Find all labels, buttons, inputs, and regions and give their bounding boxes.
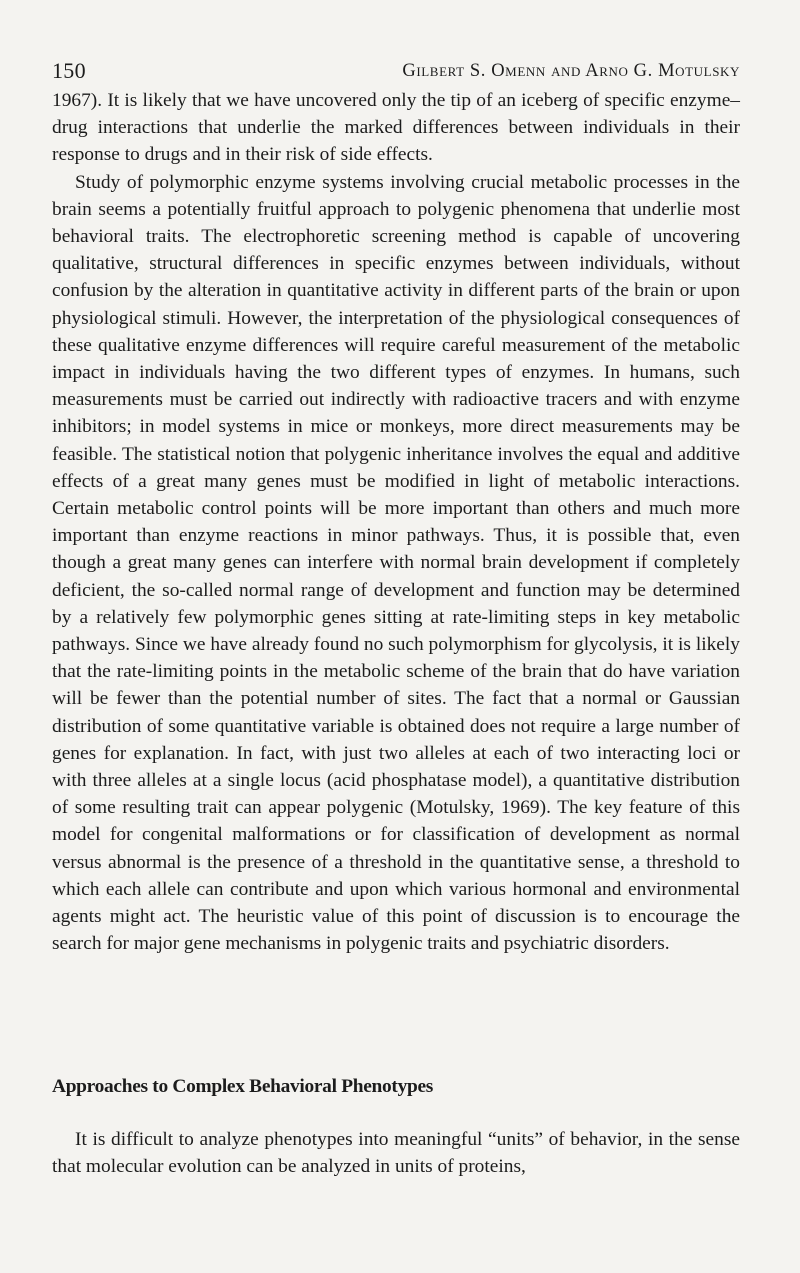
body-text [52,87,740,958]
paragraph-continued: 1967). It is likely that we have uncovered only the tip of an iceberg of specific enzyme–drug interactions that underlie the marked differences between individuals in their response to drugs and in their risk of side effects. [52,90,740,166]
section-paragraph: It is difficult to analyze phenotypes into meaningful “units” of behavior, in the sense that molecular evolution can be analyzed in units of proteins, [52,1129,740,1178]
page-number: 150 [52,58,86,83]
paragraph-polymorphic-enzymes: Study of polymorphic enzyme systems involving crucial metabolic processes in the brain seems a potentially fruitful approach to polygenic phenomena that underlie most behavioral traits. The electrophoretic screening method is capable of uncovering qualitative, structural differences in specific enzymes between individuals, without confusion by the alteration in quantitative activity in different parts of the brain or upon physiological stimuli. However, the interpretation of the physiological consequences of these qualitative enzyme differences will require careful measurement of the metabolic impact in individuals having the two different types of enzymes. In humans, such measurements must be carried out indirectly with radioactive tracers and with enzyme inhibitors; in model systems in mice or monkeys, more direct measurements may be feasible. The statistical notion that polygenic inheritance involves the equal and additive effects of a great many genes must be modified in light of metabolic interactions. Certain metabolic control points will be more important than others and much more important than enzyme reactions in minor pathways. Thus, it is possible that, even though a great many genes can interfere with normal brain development if completely deficient, the so-called normal range of development and function may be determined by a relatively few polymorphic genes sitting at rate-limiting steps in key metabolic pathways. Since we have already found no such polymorphism for glycolysis, it is likely that the rate-limiting points in the metabolic scheme of the brain that do have variation will be fewer than the potential number of sites. The fact that a normal or Gaussian distribution of some quantitative variable is obtained does not require a large number of genes for explanation. In fact, with just two alleles at each of two interacting loci or with three alleles at a single locus (acid phosphatase model), a quantitative distribution of some resulting trait can appear polygenic (Motulsky, 1969). The key feature of this model for congenital malformations or for classification of development as normal versus abnormal is the presence of a threshold in the quantitative sense, a threshold to which each allele can contribute and upon which various hormonal and environmental agents might act. The heuristic value of this point of discussion is to encourage the search for major gene mechanisms in polygenic traits and psychiatric disorders. [52,171,740,955]
section-heading: Approaches to Complex Behavioral Phenotypes [52,1076,434,1097]
running-head [52,56,740,86]
section-text [52,1126,740,1180]
running-head-authors: Gilbert S. Omenn and Arno G. Motulsky [402,61,740,81]
